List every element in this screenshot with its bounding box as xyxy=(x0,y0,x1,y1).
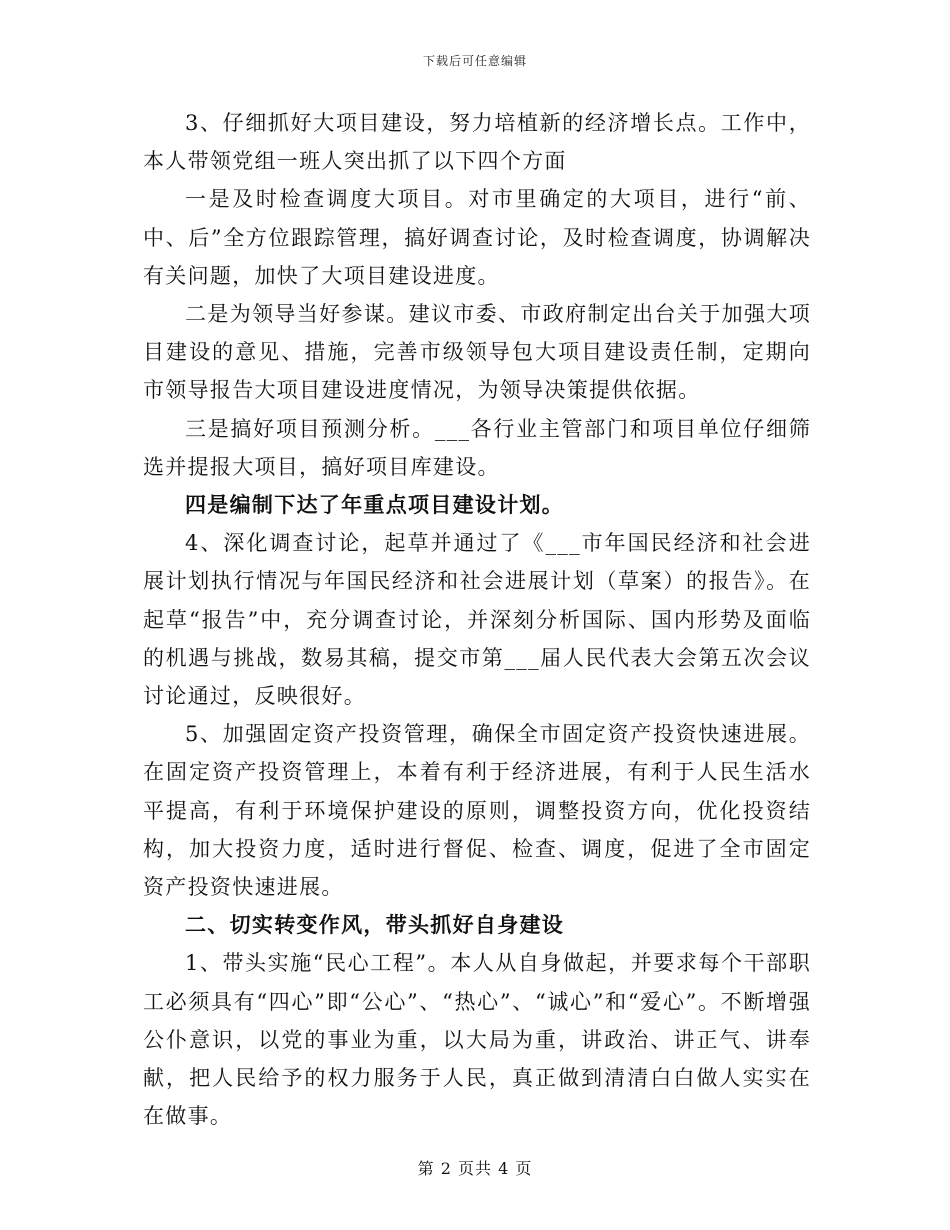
paragraph-point-two: 二是为领导当好参谋。建议市委、市政府制定出台关于加强大项目建设的意见、措施，完善市级领导包大项目建设责任制，定期向市领导报告大项目建设进度情况，为领导决策提供依据。 xyxy=(143,302,811,403)
page-footer: 第 2 页共 4 页 xyxy=(417,1159,533,1178)
section-heading-two: 二、切实转变作风，带头抓好自身建设 xyxy=(185,912,565,938)
document-body xyxy=(143,104,811,1135)
paragraph-item-3: 3、仔细抓好大项目建设，努力培植新的经济增长点。工作中，本人带领党组一班人突出抓了以下四个方面 xyxy=(143,111,811,174)
paragraph-point-three: 三是搞好项目预测分析。___各行业主管部门和项目单位仔细筛选并提报大项目，搞好项目库建设。 xyxy=(143,416,811,479)
paragraph-section-two-item-1: 1、带头实施“民心工程”。本人从自身做起，并要求每个干部职工必须具有“四心”即“公心”、“热心”、“诚心”和“爱心”。不断增强公仆意识，以党的事业为重，以大局为重，讲政治、讲正气、讲奉献，把人民给予的权力服务于人民，真正做到清清白白做人实实在在做事。 xyxy=(143,951,811,1129)
paragraph-point-one: 一是及时检查调度大项目。对市里确定的大项目，进行“前、中、后”全方位跟踪管理，搞好调查讨论，及时检查调度，协调解决有关问题，加快了大项目建设进度。 xyxy=(143,187,811,288)
paragraph-item-4: 4、深化调查讨论，起草并通过了《___市年国民经济和社会进展计划执行情况与年国民经济和社会进展计划（草案）的报告》。在起草“报告”中，充分调查讨论，并深刻分析国际、国内形势及面临的机遇与挑战，数易其稿，提交市第___届人民代表大会第五次会议讨论通过，反映很好。 xyxy=(143,531,811,709)
paragraph-point-four: 四是编制下达了年重点项目建设计划。 xyxy=(185,492,565,518)
paragraph-item-5: 5、加强固定资产投资管理，确保全市固定资产投资快速进展。在固定资产投资管理上，本着有利于经济进展，有利于人民生活水平提高，有利于环境保护建设的原则，调整投资方向，优化投资结构，加大投资力度，适时进行督促、检查、调度，促进了全市固定资产投资快速进展。 xyxy=(143,722,811,900)
page-header: 下载后可任意编辑 xyxy=(422,54,527,68)
